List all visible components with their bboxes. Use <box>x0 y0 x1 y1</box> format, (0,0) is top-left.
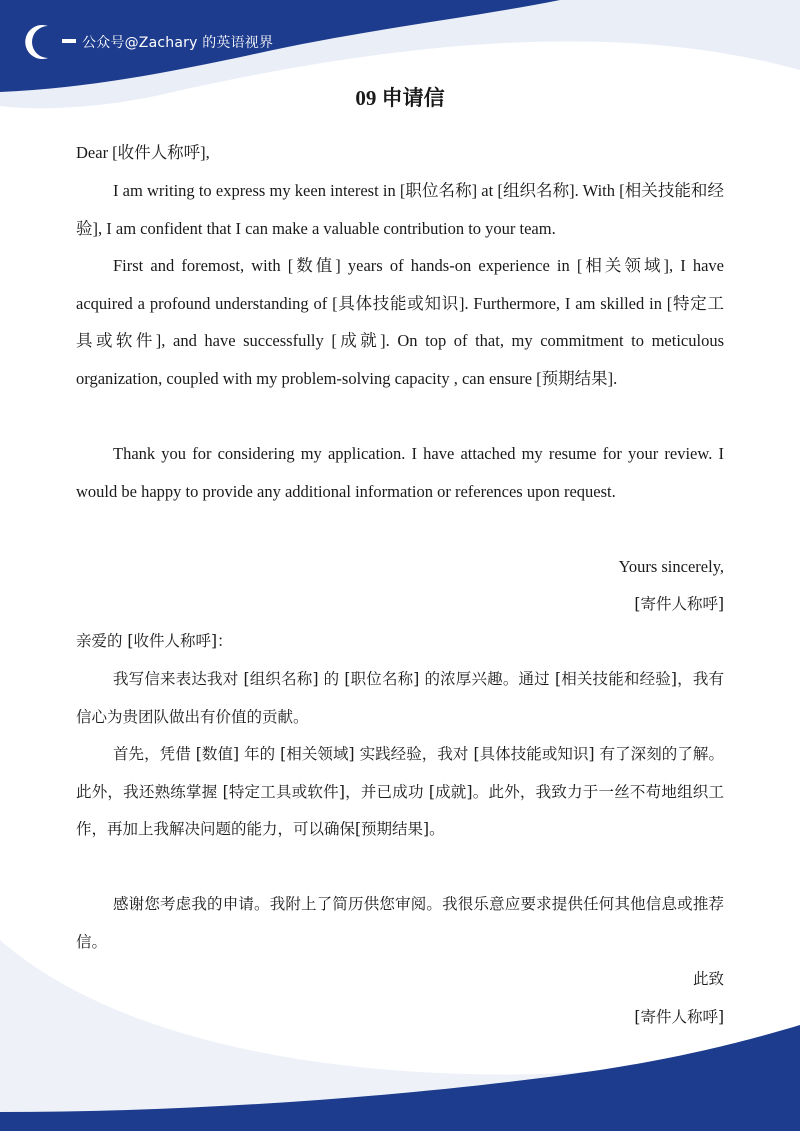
english-paragraph-2: First and foremost, with [数值] years of hands-on experience in [相关领域], I have acquired a profound understanding of [具体技能或知识]. Furthermore, I am skilled in [特定工具或软件], and have successfully [成就]. On top of that, my commitment to meticulous organization, coupled with my problem-solving capacity , can ensure [预期结果]. <box>76 256 724 388</box>
chinese-paragraph-2: 首先，凭借 [数值] 年的 [相关领域] 实践经验，我对 [具体技能或知识] 有了深刻的了解。此外，我还熟练掌握 [特定工具或软件]，并已成功 [成就]。此外，我致力于一丝不苟地组织工作，再加上我解决问题的能力，可以确保[预期结果]。 <box>76 745 724 838</box>
account-name: 公众号@Zachary 的英语视界 <box>82 35 274 51</box>
english-signature: [寄件人称呼] <box>634 595 724 613</box>
letter-content <box>76 0 724 1131</box>
english-salutation: Dear [收件人称呼], <box>76 143 210 162</box>
chinese-paragraph-3: 感谢您考虑我的申请。我附上了简历供您审阅。我很乐意应要求提供任何其他信息或推荐信。 <box>76 895 724 951</box>
page-title: 09 申请信 <box>355 86 445 110</box>
chinese-salutation: 亲爱的 [收件人称呼]： <box>76 632 233 650</box>
moon-crescent-logo-icon <box>18 22 78 62</box>
chinese-closing: 此致 <box>692 970 724 988</box>
english-paragraph-1: I am writing to express my keen interest in [职位名称] at [组织名称]. With [相关技能和经验], I am confident that I can make a valuable contribution to your team. <box>76 181 724 238</box>
chinese-paragraph-1: 我写信来表达我对 [组织名称] 的 [职位名称] 的浓厚兴趣。通过 [相关技能和经验]，我有信心为贵团队做出有价值的贡献。 <box>76 670 724 726</box>
chinese-signature: [寄件人称呼] <box>634 1008 724 1026</box>
english-closing: Yours sincerely, <box>618 557 724 576</box>
english-paragraph-3: Thank you for considering my application. I have attached my resume for your review. I would be happy to provide any additional information or references upon request. <box>76 444 724 501</box>
